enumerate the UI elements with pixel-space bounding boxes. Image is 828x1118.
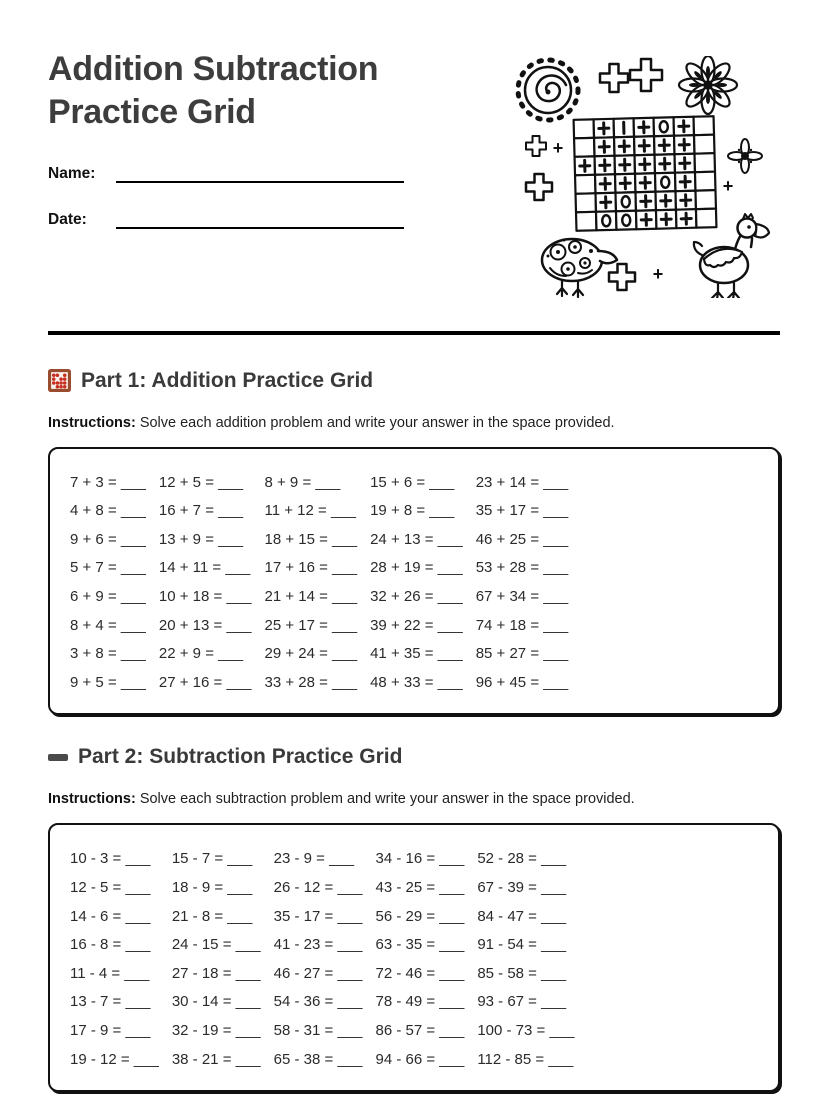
problem-cell: 28 + 19 = ___ bbox=[370, 559, 463, 577]
problem-cell: 30 - 14 = ___ bbox=[171, 993, 261, 1011]
problem-cell: 78 - 49 = ___ bbox=[375, 993, 465, 1011]
problem-cell: 85 - 58 = ___ bbox=[477, 964, 567, 982]
problem-cell: 56 - 29 = ___ bbox=[375, 907, 465, 925]
problem-cell: 112 - 85 = ___ bbox=[477, 1050, 574, 1068]
name-label: Name: bbox=[48, 164, 96, 182]
problem-cell: 41 - 23 = ___ bbox=[273, 936, 363, 954]
problem-cell: 67 - 39 = ___ bbox=[477, 879, 567, 896]
problem-cell: 13 - 7 = ___ bbox=[70, 993, 151, 1011]
problem-cell: 17 + 16 = ___ bbox=[264, 559, 358, 577]
problem-cell: 24 + 13 = ___ bbox=[370, 530, 463, 548]
problem-cell: 29 + 24 = ___ bbox=[264, 645, 358, 663]
problem-cell: 8 + 4 = ___ bbox=[70, 616, 146, 634]
problem-cell: 32 + 26 = ___ bbox=[370, 588, 463, 606]
part2-problems-box bbox=[48, 823, 780, 1092]
instructions-label: Instructions: bbox=[48, 414, 136, 431]
part2-heading bbox=[48, 745, 780, 769]
instructions-label: Instructions: bbox=[48, 791, 136, 808]
date-line bbox=[116, 209, 404, 229]
problem-cell: 58 - 31 = ___ bbox=[273, 1021, 363, 1039]
part1-problems-box bbox=[48, 447, 780, 716]
problem-cell: 7 + 3 = ___ bbox=[70, 473, 146, 491]
problem-cell: 46 - 27 = ___ bbox=[273, 964, 363, 982]
part1-heading-text: Part 1: Addition Practice Grid bbox=[81, 368, 374, 392]
problem-cell: 93 - 67 = ___ bbox=[477, 993, 567, 1011]
page-title: Addition Subtraction Practice Grid bbox=[48, 50, 379, 131]
problem-cell: 4 + 8 = ___ bbox=[70, 502, 146, 520]
abacus-icon bbox=[48, 369, 71, 392]
problem-cell: 3 + 8 = ___ bbox=[70, 645, 146, 663]
problem-cell: 85 + 27 = ___ bbox=[475, 645, 569, 663]
problem-cell: 16 + 7 = ___ bbox=[158, 502, 244, 520]
part1-instructions: Instructions: Solve each addition problem and write your answer in the space provided. bbox=[48, 414, 615, 431]
problem-cell: 17 - 9 = ___ bbox=[70, 1021, 151, 1039]
section-divider bbox=[48, 331, 780, 335]
problem-cell: 74 + 18 = ___ bbox=[475, 616, 569, 634]
problem-cell: 12 - 5 = ___ bbox=[70, 879, 151, 896]
problem-cell: 19 + 8 = ___ bbox=[370, 502, 455, 520]
problem-cell: 23 + 14 = ___ bbox=[475, 473, 569, 491]
problem-cell: 38 - 21 = ___ bbox=[171, 1050, 261, 1068]
svg-text:+: + bbox=[722, 176, 734, 196]
date-label: Date: bbox=[48, 210, 87, 228]
problem-cell: 63 - 35 = ___ bbox=[375, 936, 465, 954]
problem-cell: 5 + 7 = ___ bbox=[70, 559, 146, 577]
problem-cell: 27 + 16 = ___ bbox=[158, 673, 252, 691]
problem-cell: 23 - 9 = ___ bbox=[273, 850, 355, 868]
problem-cell: 41 + 35 = ___ bbox=[370, 645, 463, 663]
problem-cell: 14 - 6 = ___ bbox=[70, 907, 151, 925]
problem-cell: 54 - 36 = ___ bbox=[273, 993, 363, 1011]
problem-cell: 20 + 13 = ___ bbox=[158, 616, 252, 634]
problem-cell: 26 - 12 = ___ bbox=[273, 879, 363, 896]
problem-cell: 15 + 6 = ___ bbox=[370, 473, 455, 491]
problem-cell: 91 - 54 = ___ bbox=[477, 936, 567, 954]
problem-cell: 11 + 12 = ___ bbox=[264, 502, 356, 520]
problem-cell: 9 + 5 = ___ bbox=[70, 673, 146, 691]
problem-cell: 43 - 25 = ___ bbox=[375, 879, 465, 896]
problem-cell: 48 + 33 = ___ bbox=[370, 673, 463, 691]
problem-cell: 22 + 9 = ___ bbox=[158, 645, 244, 663]
problem-cell: 11 - 4 = ___ bbox=[70, 964, 150, 982]
problem-cell: 96 + 45 = ___ bbox=[475, 673, 569, 691]
problem-cell: 15 - 7 = ___ bbox=[171, 850, 253, 868]
problem-cell: 21 + 14 = ___ bbox=[264, 588, 358, 606]
decorative-illustration bbox=[512, 56, 774, 298]
part2-instructions: Instructions: Solve each subtraction problem and write your answer in the space provided. bbox=[48, 791, 635, 808]
part2-problems-grid bbox=[70, 845, 760, 1074]
problem-cell: 72 - 46 = ___ bbox=[375, 964, 465, 982]
svg-text:+: + bbox=[652, 264, 664, 284]
problem-cell: 16 - 8 = ___ bbox=[70, 936, 151, 954]
problem-cell: 12 + 5 = ___ bbox=[158, 473, 244, 491]
svg-text:+: + bbox=[552, 138, 564, 158]
problem-cell: 35 + 17 = ___ bbox=[475, 502, 569, 520]
problem-cell: 86 - 57 = ___ bbox=[375, 1021, 465, 1039]
problem-cell: 46 + 25 = ___ bbox=[475, 530, 569, 548]
plus-grid bbox=[574, 116, 717, 231]
spiral-icon bbox=[518, 60, 578, 120]
problem-cell: 32 - 19 = ___ bbox=[171, 1021, 261, 1039]
problem-cell: 35 - 17 = ___ bbox=[273, 907, 363, 925]
four-petal-flower-icon bbox=[728, 139, 762, 173]
problem-cell: 100 - 73 = ___ bbox=[477, 1021, 575, 1039]
heavy-minus-icon bbox=[48, 754, 68, 761]
problem-cell: 13 + 9 = ___ bbox=[158, 530, 244, 548]
problem-cell: 34 - 16 = ___ bbox=[375, 850, 465, 868]
problem-cell: 52 - 28 = ___ bbox=[477, 850, 567, 868]
problem-cell: 65 - 38 = ___ bbox=[273, 1050, 363, 1068]
problem-cell: 10 - 3 = ___ bbox=[70, 850, 151, 868]
problem-cell: 53 + 28 = ___ bbox=[475, 559, 569, 577]
problem-cell: 21 - 8 = ___ bbox=[171, 907, 253, 925]
problem-cell: 25 + 17 = ___ bbox=[264, 616, 358, 634]
problem-cell: 84 - 47 = ___ bbox=[477, 907, 567, 925]
problem-cell: 10 + 18 = ___ bbox=[158, 588, 252, 606]
problem-cell: 9 + 6 = ___ bbox=[70, 530, 146, 548]
problem-cell: 18 - 9 = ___ bbox=[171, 879, 253, 896]
part1-heading bbox=[48, 369, 780, 393]
problem-cell: 33 + 28 = ___ bbox=[264, 673, 358, 691]
name-line bbox=[116, 163, 404, 183]
part2-heading-text: Part 2: Subtraction Practice Grid bbox=[78, 745, 403, 769]
eight-petal-flower-icon bbox=[679, 56, 737, 114]
problem-cell: 39 + 22 = ___ bbox=[370, 616, 463, 634]
problem-cell: 27 - 18 = ___ bbox=[171, 964, 261, 982]
problem-cell: 67 + 34 = ___ bbox=[475, 588, 569, 606]
problem-cell: 19 - 12 = ___ bbox=[70, 1050, 159, 1068]
problem-cell: 18 + 15 = ___ bbox=[264, 530, 358, 548]
problem-cell: 8 + 9 = ___ bbox=[264, 473, 341, 491]
problem-cell: 94 - 66 = ___ bbox=[375, 1050, 465, 1068]
part1-problems-grid bbox=[70, 469, 760, 698]
problem-cell: 6 + 9 = ___ bbox=[70, 588, 146, 606]
kiwi-bird-icon bbox=[542, 239, 617, 298]
problem-cell: 24 - 15 = ___ bbox=[171, 936, 261, 954]
problem-cell: 14 + 11 = ___ bbox=[158, 559, 251, 577]
